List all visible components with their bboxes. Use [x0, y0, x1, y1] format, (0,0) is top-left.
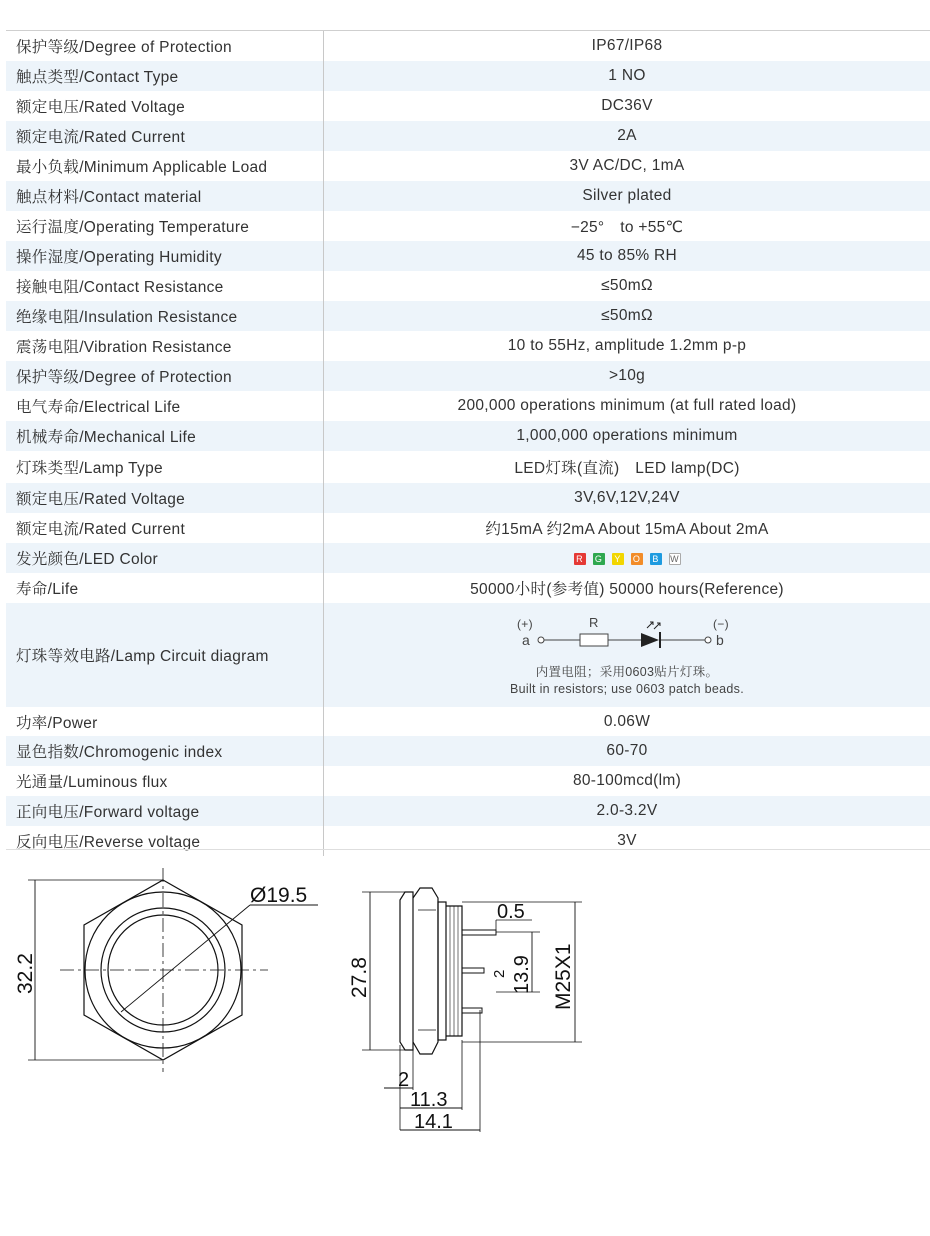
- spec-label: 额定电流/Rated Current: [6, 121, 324, 151]
- spec-label: 寿命/Life: [6, 573, 324, 603]
- spec-row: [6, 513, 930, 543]
- spec-row: [6, 451, 930, 483]
- spec-row: [6, 61, 930, 91]
- dim-139-label: 13.9: [511, 955, 533, 994]
- spec-label: 发光颜色/LED Color: [6, 543, 324, 573]
- spec-label: 显色指数/Chromogenic index: [6, 736, 324, 766]
- spec-row: [6, 31, 930, 61]
- spec-label: 机械寿命/Mechanical Life: [6, 421, 324, 451]
- side-view: [362, 888, 582, 1132]
- diameter-leader: [121, 905, 250, 1012]
- spec-value: 1,000,000 operations minimum: [516, 427, 738, 444]
- spec-label: 额定电压/Rated Voltage: [6, 483, 324, 513]
- spec-value: 200,000 operations minimum (at full rated load): [457, 397, 797, 414]
- spec-row: [6, 151, 930, 181]
- spec-label: 运行温度/Operating Temperature: [6, 211, 324, 241]
- spec-label: 绝缘电阻/Insulation Resistance: [6, 301, 324, 331]
- spec-label: 接触电阻/Contact Resistance: [6, 271, 324, 301]
- circuit-note-en: Built in resistors; use 0603 patch beads.: [510, 682, 744, 696]
- color-swatch-orange: O: [631, 553, 643, 565]
- resistor-label: R: [589, 615, 599, 630]
- light-emission-icon: [647, 622, 660, 629]
- spec-label: 功率/Power: [6, 707, 324, 736]
- spec-value: 50000小时(参考值) 50000 hours(Reference): [470, 581, 784, 598]
- spec-label: 灯珠类型/Lamp Type: [6, 451, 324, 483]
- resistor-icon: [580, 634, 608, 646]
- spec-row: [6, 301, 930, 331]
- spec-row: [6, 421, 930, 451]
- terminal-pin: [462, 968, 484, 973]
- spec-label: 最小负载/Minimum Applicable Load: [6, 151, 324, 181]
- spec-value: IP67/IP68: [591, 37, 663, 54]
- spec-label: 震荡电阻/Vibration Resistance: [6, 331, 324, 361]
- dim-113-label: 11.3: [410, 1089, 448, 1111]
- spec-row: [6, 543, 930, 573]
- color-swatch-yellow: Y: [612, 553, 624, 565]
- spec-label: 灯珠等效电路/Lamp Circuit diagram: [6, 603, 324, 707]
- spec-label: 触点类型/Contact Type: [6, 61, 324, 91]
- spec-value: 10 to 55Hz, amplitude 1.2mm p-p: [507, 337, 747, 354]
- spec-value: 约15mA 约2mA About 15mA About 2mA: [485, 521, 769, 538]
- thread-label: M25X1: [552, 943, 575, 1010]
- diameter-label: Ø19.5: [250, 884, 308, 907]
- terminal-b-label: b: [716, 632, 725, 648]
- terminal-pin: [462, 930, 496, 935]
- spec-value: Silver plated: [582, 187, 672, 204]
- spec-label: 操作湿度/Operating Humidity: [6, 241, 324, 271]
- spec-label: 电气寿命/Electrical Life: [6, 391, 324, 421]
- dim-141-label: 14.1: [414, 1111, 453, 1133]
- spec-label: 额定电流/Rated Current: [6, 513, 324, 543]
- spec-value: ≤50mΩ: [601, 307, 653, 324]
- body-height-label: 27.8: [348, 957, 371, 998]
- spec-value: −25° to +55℃: [570, 219, 684, 236]
- spec-row: [6, 483, 930, 513]
- spec-row: [6, 211, 930, 241]
- nut-profile: [413, 888, 438, 1054]
- plus-label: (+): [517, 617, 533, 631]
- spec-row: [6, 603, 930, 707]
- spec-row: [6, 181, 930, 211]
- spec-table: [6, 30, 930, 856]
- dim-2-label: 2: [398, 1069, 410, 1091]
- spec-label: 保护等级/Degree of Protection: [6, 31, 324, 61]
- spec-row: [6, 271, 930, 301]
- spec-label: 正向电压/Forward voltage: [6, 796, 324, 826]
- spec-value: 60-70: [606, 742, 648, 759]
- dimension-drawing: [0, 860, 620, 1150]
- spec-value: 1 NO: [608, 67, 646, 84]
- spec-value: 45 to 85% RH: [576, 247, 678, 264]
- spec-row: [6, 391, 930, 421]
- dim-2-pin-label: 2: [491, 969, 508, 978]
- color-swatch-blue: B: [650, 553, 662, 565]
- spec-value: 3V AC/DC, 1mA: [569, 157, 685, 174]
- circuit-svg: [507, 612, 747, 658]
- terminal-a-icon: [538, 637, 544, 643]
- spec-row: [6, 241, 930, 271]
- spec-value: 80-100mcd(lm): [572, 772, 682, 789]
- table-bottom-divider: [6, 849, 930, 850]
- spec-row: [6, 91, 930, 121]
- lamp-circuit-diagram: [324, 612, 930, 698]
- bezel-profile: [400, 892, 413, 1050]
- spec-row: [6, 573, 930, 603]
- spec-label: 光通量/Luminous flux: [6, 766, 324, 796]
- spec-row: [6, 361, 930, 391]
- spec-label: 触点材料/Contact material: [6, 181, 324, 211]
- led-color-swatches: [324, 549, 930, 567]
- spec-value: 0.06W: [603, 712, 651, 730]
- spec-value: LED灯珠(直流) LED lamp(DC): [514, 460, 740, 477]
- spec-row: [6, 766, 930, 796]
- spec-label: 保护等级/Degree of Protection: [6, 361, 324, 391]
- spec-value: 3V,6V,12V,24V: [574, 489, 680, 506]
- spec-value: 3V: [617, 832, 637, 849]
- spec-label: 反向电压/Reverse voltage: [6, 826, 324, 856]
- circuit-note-cn: 内置电阻；采用0603贴片灯珠。: [535, 665, 719, 679]
- washer-profile: [438, 902, 446, 1040]
- dim-05-label: 0.5: [497, 901, 525, 923]
- spec-row: [6, 331, 930, 361]
- spec-value: DC36V: [601, 97, 653, 114]
- terminal-b-icon: [705, 637, 711, 643]
- spec-value: 2.0-3.2V: [596, 802, 658, 819]
- color-swatch-green: G: [593, 553, 605, 565]
- minus-label: (−): [713, 617, 729, 631]
- color-swatch-white: W: [670, 554, 679, 564]
- terminal-a-label: a: [522, 632, 531, 648]
- color-swatch-red: R: [574, 553, 586, 565]
- spec-row: [6, 736, 930, 766]
- diode-icon: [641, 633, 659, 647]
- spec-row: [6, 121, 930, 151]
- spec-row: [6, 826, 930, 856]
- spec-value: 2A: [617, 127, 637, 144]
- spec-value: >10g: [608, 367, 646, 384]
- height-label: 32.2: [14, 953, 37, 994]
- terminal-pin: [462, 1008, 482, 1013]
- spec-row: [6, 707, 930, 736]
- spec-value: ≤50mΩ: [601, 277, 653, 294]
- spec-row: [6, 796, 930, 826]
- spec-label: 额定电压/Rated Voltage: [6, 91, 324, 121]
